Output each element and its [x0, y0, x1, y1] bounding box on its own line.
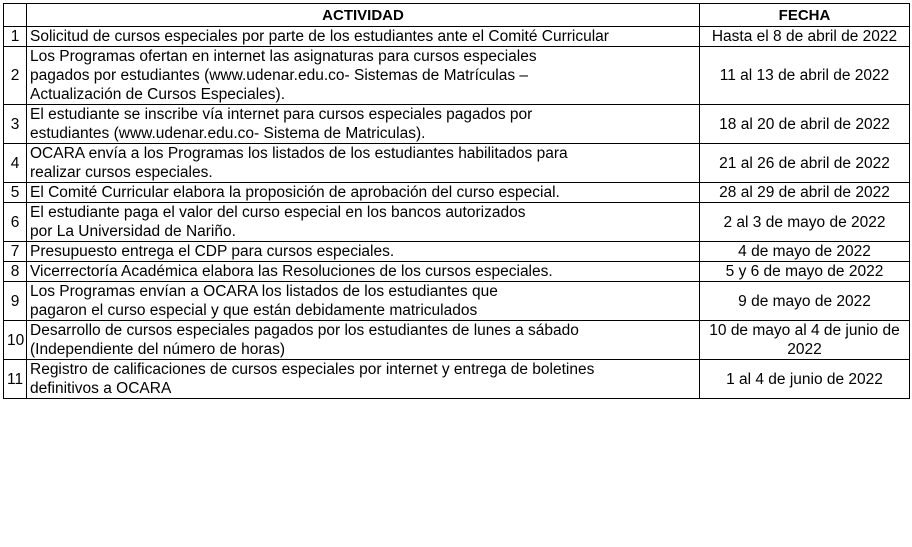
date-text-line: 21 al 26 de abril de 2022: [719, 154, 890, 172]
date-cell: [700, 183, 910, 203]
date-cell: [700, 203, 910, 242]
date-cell: [700, 144, 910, 183]
activity-text-line: pagaron el curso especial y que están debidamente matriculados: [30, 302, 478, 319]
row-number: 10: [4, 321, 27, 360]
date-cell: [700, 242, 910, 262]
activity-text-line: Los Programas ofertan en internet las asignaturas para cursos especiales: [30, 48, 537, 65]
date-cell: [700, 360, 910, 399]
activity-cell: [27, 360, 700, 399]
activity-cell: [27, 203, 700, 242]
row-number: 1: [4, 27, 27, 47]
date-text-line: 2 al 3 de mayo de 2022: [723, 213, 886, 231]
date-cell: [700, 47, 910, 105]
table-row: [4, 262, 910, 282]
header-activity: ACTIVIDAD: [27, 4, 700, 27]
activity-cell: [27, 47, 700, 105]
activity-text-line: realizar cursos especiales.: [30, 164, 213, 181]
table-row: [4, 242, 910, 262]
table-body: [4, 27, 910, 399]
activity-text-line: Registro de calificaciones de cursos especiales por internet y entrega de boletines: [30, 361, 595, 378]
header-number: [4, 4, 27, 27]
date-text-line: 4 de mayo de 2022: [738, 243, 871, 260]
row-number: 5: [4, 183, 27, 203]
activity-cell: [27, 105, 700, 144]
date-text-line: 9 de mayo de 2022: [738, 292, 871, 310]
table-row: [4, 27, 910, 47]
activity-cell: [27, 242, 700, 262]
row-number: 2: [4, 47, 27, 105]
activity-text-line: (Independiente del número de horas): [30, 341, 286, 358]
date-cell: [700, 321, 910, 360]
table-row: [4, 144, 910, 183]
activity-text-line: Desarrollo de cursos especiales pagados por los estudiantes de lunes a sábado: [30, 322, 579, 339]
date-text-line: 1 al 4 de junio de 2022: [726, 370, 883, 388]
date-text-line: 28 al 29 de abril de 2022: [719, 184, 890, 201]
activity-cell: [27, 144, 700, 183]
activity-cell: [27, 27, 700, 47]
table-row: [4, 321, 910, 360]
table-row: [4, 360, 910, 399]
date-cell: [700, 27, 910, 47]
row-number: 11: [4, 360, 27, 399]
date-text-line: 10 de mayo al 4 de junio de: [709, 322, 900, 339]
table-row: [4, 203, 910, 242]
activity-text-line: Actualización de Cursos Especiales).: [30, 86, 286, 103]
date-text-line: Hasta el 8 de abril de 2022: [711, 28, 898, 45]
activity-text-line: Vicerrectoría Académica elabora las Resoluciones de los cursos especiales.: [30, 263, 553, 280]
row-number: 7: [4, 242, 27, 262]
row-number: 6: [4, 203, 27, 242]
activity-text-line: pagados por estudiantes (www.udenar.edu.co- Sistemas de Matrículas –: [30, 67, 528, 84]
date-text-line: 11 al 13 de abril de 2022: [719, 67, 890, 84]
header-date: FECHA: [700, 4, 910, 27]
activity-cell: [27, 321, 700, 360]
activity-text-line: El estudiante paga el valor del curso especial en los bancos autorizados: [30, 204, 526, 221]
activity-text-line: Presupuesto entrega el CDP para cursos especiales.: [30, 243, 395, 260]
activity-text-line: OCARA envía a los Programas los listados de los estudiantes habilitados para: [30, 145, 568, 162]
date-text-line: 18 al 20 de abril de 2022: [719, 115, 890, 133]
date-text-line: 5 y 6 de mayo de 2022: [725, 263, 884, 280]
activity-text-line: Los Programas envían a OCARA los listados de los estudiantes que: [30, 283, 498, 300]
header-row: [4, 4, 910, 27]
table-row: [4, 183, 910, 203]
activity-cell: [27, 262, 700, 282]
activity-text-line: por La Universidad de Nariño.: [30, 223, 236, 240]
activity-text-line: definitivos a OCARA: [30, 380, 172, 397]
table-row: [4, 105, 910, 144]
activity-cell: [27, 282, 700, 321]
activity-text-line: Solicitud de cursos especiales por parte de los estudiantes ante el Comité Curricular: [30, 28, 609, 45]
activity-text-line: El estudiante se inscribe vía internet para cursos especiales pagados por: [30, 106, 533, 123]
activity-text-line: El Comité Curricular elabora la proposición de aprobación del curso especial.: [30, 184, 560, 201]
row-number: 8: [4, 262, 27, 282]
activity-cell: [27, 183, 700, 203]
date-text-line: 2022: [787, 341, 822, 358]
date-cell: [700, 282, 910, 321]
table-row: [4, 282, 910, 321]
row-number: 3: [4, 105, 27, 144]
date-cell: [700, 105, 910, 144]
date-cell: [700, 262, 910, 282]
row-number: 4: [4, 144, 27, 183]
schedule-table: [3, 3, 910, 399]
row-number: 9: [4, 282, 27, 321]
table-row: [4, 47, 910, 105]
activity-text-line: estudiantes (www.udenar.edu.co- Sistema de Matriculas).: [30, 125, 426, 142]
